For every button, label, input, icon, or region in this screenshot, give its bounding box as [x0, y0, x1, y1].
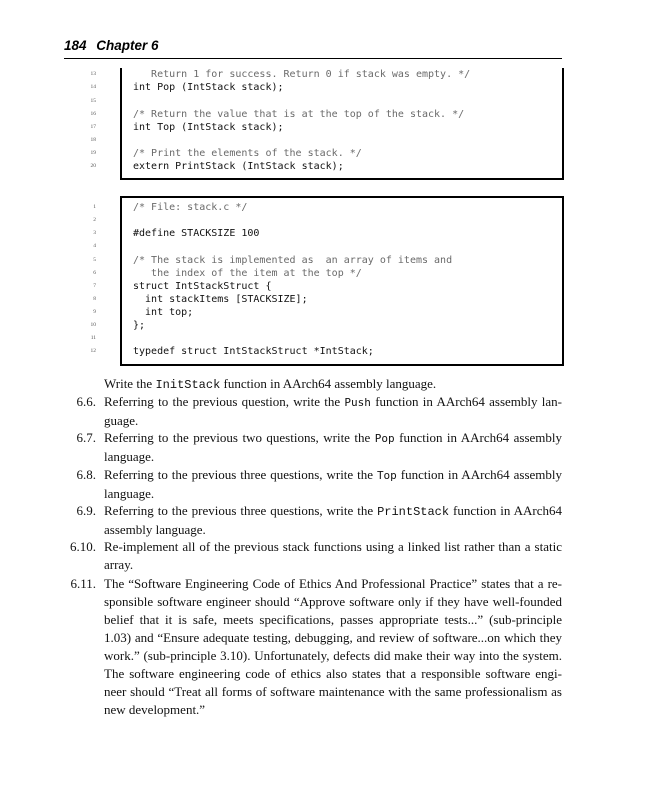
- code-line: };: [133, 320, 146, 331]
- exercise-number: 6.8.: [76, 467, 96, 482]
- line-number: 20: [90, 163, 96, 169]
- line-number: 9: [93, 309, 96, 315]
- exercise-number: 6.10.: [70, 539, 96, 554]
- code-line: /* File: stack.c */: [133, 202, 248, 213]
- exercise-text: The “Software Engineering Code of Ethics And Professional Practice” states that a re-sponsible software engineer should “Approve software only if they have well-founded belief that it is safe, meets specifications, passes appropriate tests...” (sub-principle 1.03) and “Ensure adequate testing, debugging, and review of software...on which they work.” (sub-principle 3.10). Unfortunately, defects did make their way into the system. The software engineering code of ethics also states that a responsible software engi-neer should “Treat all forms of software maintenance with the same professionalism as new development.”: [104, 576, 562, 717]
- line-number: 2: [93, 217, 96, 223]
- line-number: 6: [93, 270, 96, 276]
- line-number: 15: [90, 98, 96, 104]
- code-line: int top;: [133, 307, 194, 318]
- code-line: /* The stack is implemented as an array of items and: [133, 255, 453, 266]
- chapter-title: Chapter 6: [96, 38, 159, 53]
- page-number: 184: [64, 38, 87, 53]
- code-line: typedef struct IntStackStruct *IntStack;: [133, 346, 374, 357]
- line-number: 18: [90, 137, 96, 143]
- exercise-number: 6.6.: [76, 394, 96, 409]
- code-line: /* Print the elements of the stack. */: [133, 148, 362, 159]
- line-number: 8: [93, 296, 96, 302]
- book-page: 184 Chapter 6 13 Return 1 for success. Return 0 if stack was empty. */ 14 int Pop (IntStack stack); 15 16 /* Return the value that is at the top of the stack. */ 17 int Top (IntStack stack); 18 19 /* Print the elements of the stack. */ 20 extern PrintStack (IntStack stack); 1 /* File: stack.c */ 2 3 #define STACKSIZE 100 4 5 /* The stack is implemented as an array of items and 6 the index of the item at the top */ 7 struct IntStackStruct { 8 int stackItems [STACKSIZE]; 9 int top; 10 }; 11 12 typedef struct IntStackStruct *IntStack; Write the InitStack function in AArch64 assembly language. 6.6. Referring to the previous question, write the Push function in AArch64 assembly lan-guage. 6.7. Referring to the previous two questions, write the Pop function in AArch64 assembly language. 6.8. Referring to the previous three questions, write the Top function in AArch64 assembly language. 6.9. Referring to the previous three questions, write the PrintStack function in AArch64 assembly language. 6.10. Re-implement all of the previous stack functions using a linked list rather than a static array. 6.11. The “Software Engineering Code of Ethics And Professional Practice” states that a re-sponsible software engineer should “Approve software only if they have well-founded belief that it is safe, meets specifications, passes appropriate tests...” (sub-principle 1.03) and “Ensure adequate testing, debugging, and review of software...on which they work.” (sub-principle 3.10). Unfortunately, defects did make their way into the system. The software engineering code of ethics also states that a responsible software engi-neer should “Treat all forms of software maintenance with the same professionalism as new development.”: [0, 0, 649, 800]
- code-line: int Pop (IntStack stack);: [133, 82, 284, 93]
- running-header: [64, 38, 159, 53]
- line-number: 14: [90, 84, 96, 90]
- line-number: 10: [90, 322, 96, 328]
- exercise-number: 6.9.: [76, 503, 96, 518]
- line-number: 11: [90, 335, 96, 341]
- line-number: 7: [93, 283, 96, 289]
- code-line: struct IntStackStruct {: [133, 281, 272, 292]
- code-line: the index of the item at the top */: [133, 268, 362, 279]
- line-number: 3: [93, 230, 96, 236]
- line-number: 13: [90, 71, 96, 77]
- code-line: /* Return the value that is at the top of the stack. */: [133, 109, 465, 120]
- line-number: 12: [90, 348, 96, 354]
- code-line: int stackItems [STACKSIZE];: [133, 294, 308, 305]
- code-line: extern PrintStack (IntStack stack);: [133, 161, 344, 172]
- line-number: 17: [90, 124, 96, 130]
- exercise-number: 6.11.: [70, 576, 96, 591]
- line-number: 19: [90, 150, 96, 156]
- header-rule: [64, 58, 562, 59]
- line-number: 1: [93, 204, 96, 210]
- exercise-number: 6.7.: [76, 430, 96, 445]
- line-number: 4: [93, 243, 96, 249]
- line-number: 16: [90, 111, 96, 117]
- line-number: 5: [93, 257, 96, 263]
- exercise-text: Re-implement all of the previous stack functions using a linked list rather than a static array.: [104, 539, 562, 572]
- code-line: #define STACKSIZE 100: [133, 228, 260, 239]
- code-line: Return 1 for success. Return 0 if stack was empty. */: [133, 69, 471, 80]
- code-line: int Top (IntStack stack);: [133, 122, 284, 133]
